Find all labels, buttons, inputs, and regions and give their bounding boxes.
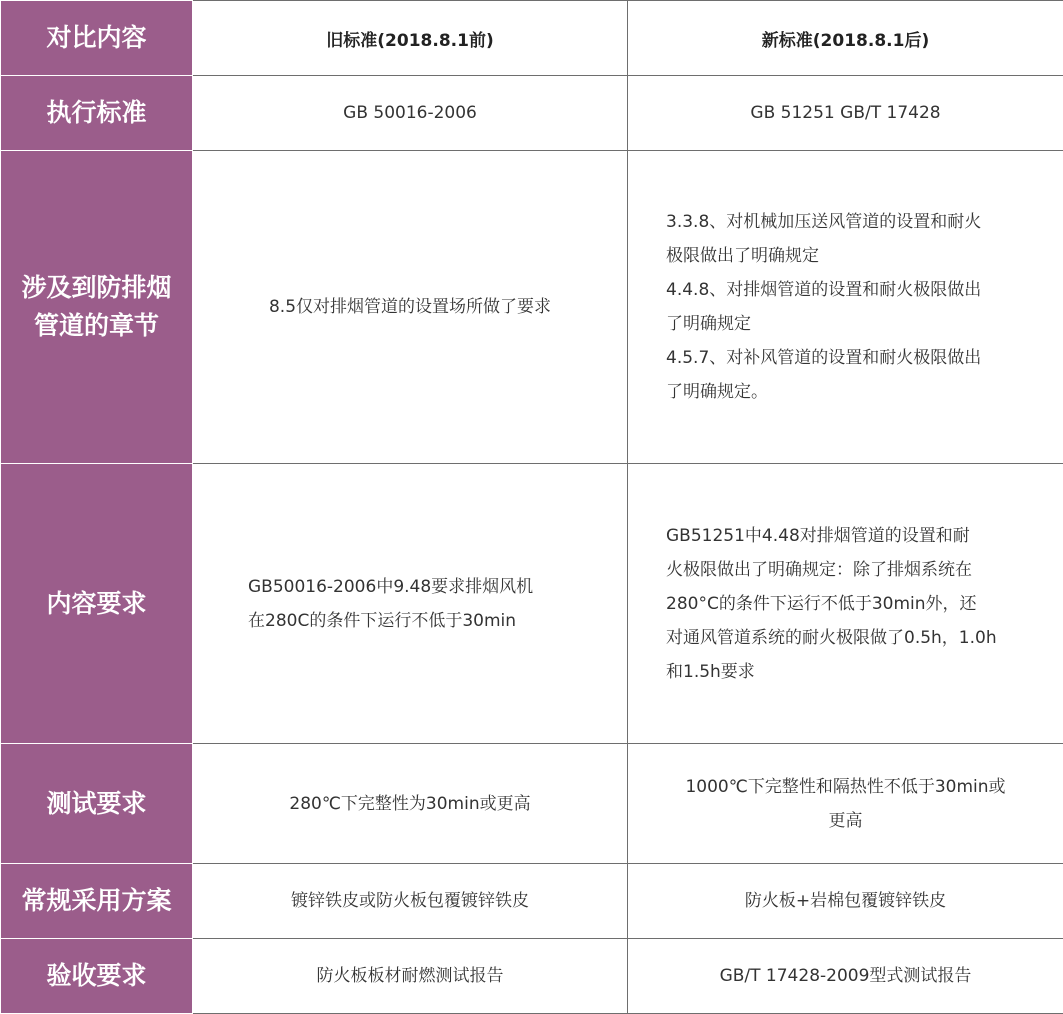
header-new-standard: 新标准(2018.8.1后): [628, 1, 1063, 76]
cell-line: 防火板板材耐燃测试报告: [223, 959, 597, 993]
row-label-cell: [1, 76, 193, 151]
cell-line: 极限做出了明确规定: [666, 239, 1025, 273]
old-standard-cell: [193, 151, 628, 464]
cell-line: 了明确规定。: [666, 375, 1025, 409]
old-standard-cell: [193, 864, 628, 939]
row-label-cell: [1, 744, 193, 864]
row-common-solution: [1, 864, 1063, 939]
cell-line: GB51251中4.48对排烟管道的设置和耐: [666, 519, 1025, 553]
row-test-requirements: [1, 744, 1063, 864]
new-standard-cell: [628, 864, 1063, 939]
cell-line: 了明确规定: [666, 307, 1025, 341]
new-standard-cell: [628, 151, 1063, 464]
row-label: 测试要求: [22, 785, 172, 823]
row-standard: [1, 76, 1063, 151]
row-acceptance: [1, 939, 1063, 1014]
new-standard-cell: [628, 744, 1063, 864]
row-label-cell: [1, 464, 193, 744]
old-standard-cell: [193, 76, 628, 151]
new-standard-cell: [628, 76, 1063, 151]
old-standard-cell: [193, 744, 628, 864]
cell-line: 280°C的条件下运行不低于30min外，还: [666, 587, 1025, 621]
row-label: 涉及到防排烟管道的章节: [22, 269, 172, 345]
old-standard-cell: [193, 939, 628, 1014]
cell-line: 防火板+岩棉包覆镀锌铁皮: [658, 884, 1033, 918]
row-label: 执行标准: [22, 94, 172, 132]
header-old-standard: 旧标准(2018.8.1前): [193, 1, 628, 76]
cell-line: 3.3.8、对机械加压送风管道的设置和耐火: [666, 205, 1025, 239]
row-chapters: [1, 151, 1063, 464]
cell-line: 对通风管道系统的耐火极限做了0.5h，1.0h: [666, 621, 1025, 655]
cell-line: 1000℃下完整性和隔热性不低于30min或: [658, 770, 1033, 804]
cell-line: GB 50016-2006: [223, 96, 597, 130]
row-content-requirements: [1, 464, 1063, 744]
row-label-cell: [1, 864, 193, 939]
row-label-cell: [1, 939, 193, 1014]
header-label: 对比内容: [22, 19, 172, 57]
row-label: 内容要求: [22, 585, 172, 623]
new-standard-cell: [628, 464, 1063, 744]
cell-line: GB 51251 GB/T 17428: [658, 96, 1033, 130]
cell-line: 更高: [658, 804, 1033, 838]
cell-line: GB/T 17428-2009型式测试报告: [658, 959, 1033, 993]
new-standard-cell: [628, 939, 1063, 1014]
row-label: 验收要求: [22, 957, 172, 995]
cell-line: 和1.5h要求: [666, 655, 1025, 689]
header-label-cell: [1, 1, 193, 76]
row-label-cell: [1, 151, 193, 464]
old-standard-cell: [193, 464, 628, 744]
cell-line: GB50016-2006中9.48要求排烟风机: [248, 570, 589, 604]
cell-line: 280℃下完整性为30min或更高: [223, 787, 597, 821]
row-label: 常规采用方案: [22, 882, 172, 920]
cell-line: 火极限做出了明确规定：除了排烟系统在: [666, 553, 1025, 587]
cell-line: 4.5.7、对补风管道的设置和耐火极限做出: [666, 341, 1025, 375]
cell-line: 镀锌铁皮或防火板包覆镀锌铁皮: [223, 884, 597, 918]
cell-line: 8.5仅对排烟管道的设置场所做了要求: [223, 290, 597, 324]
cell-line: 4.4.8、对排烟管道的设置和耐火极限做出: [666, 273, 1025, 307]
header-row: [1, 1, 1063, 76]
cell-line: 在280C的条件下运行不低于30min: [248, 604, 589, 638]
